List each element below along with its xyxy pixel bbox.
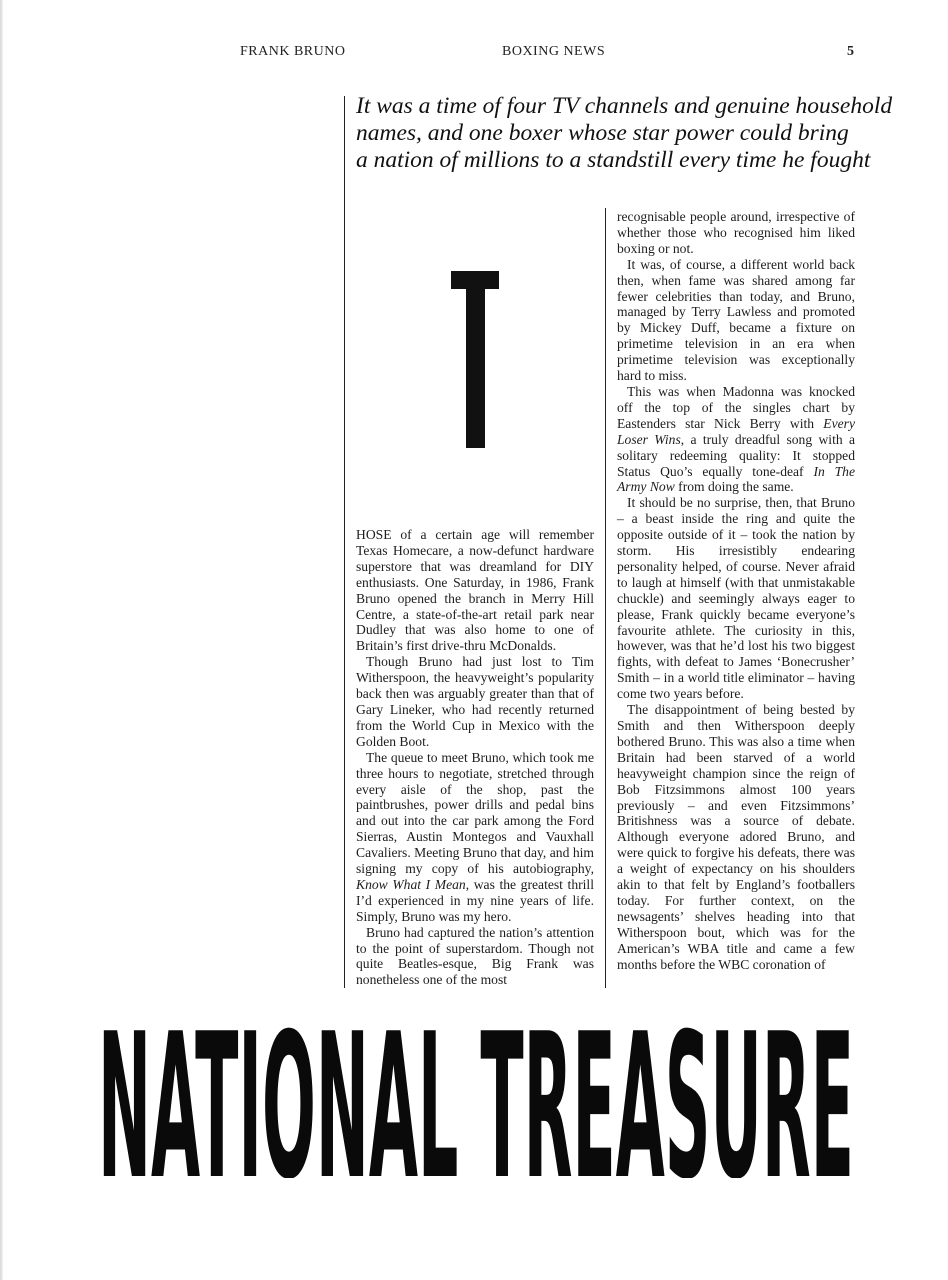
header-section-name: FRANK BRUNO [240, 44, 346, 59]
headline-graphic [98, 1020, 854, 1178]
article-paragraph: Though Bruno had just lost to Tim Witherspoon, the heavyweight’s popularity back then was arguably greater than that of Gary Lineker, who had recently returned from the World Cup in Mexico with the Golden Boot. [356, 654, 594, 749]
headline-text: NATIONAL TREASURE [98, 1020, 854, 1178]
song-title: Every Loser Wins [617, 415, 855, 447]
column-divider [605, 208, 606, 988]
vertical-rule-main [344, 96, 345, 988]
pull-quote-line: It was a time of four TV channels and genuine household [356, 93, 893, 119]
pull-quote-line: names, and one boxer whose star power could bring [356, 120, 849, 146]
page-number: 5 [847, 44, 855, 59]
running-header [0, 44, 948, 64]
article-paragraph: HOSE of a certain age will remember Texas Homecare, a now-defunct hardware superstore that was dreamland for DIY enthusiasts. One Saturday, in 1986, Frank Bruno opened the branch in Merry Hill Centre, a state-of-the-art retail park near Dudley that was also home to one of Britain’s first drive-thru McDonalds. [356, 527, 594, 654]
article-paragraph: It should be no surprise, then, that Bruno – a beast inside the ring and quite the opposite outside of it – took the nation by storm. His irresistibly endearing personality helped, of course. Never afraid to laugh at himself (with that unmistakable chuckle) and seemingly always eager to please, Frank quickly became everyone’s favourite athlete. The curiosity in this, however, was that he’d lost his two biggest fights, with defeat to James ‘Bonecrusher’ Smith – in a world title eliminator – having come two years before. [617, 495, 855, 702]
text-run: The queue to meet Bruno, which took me three hours to negotiate, stretched through every aisle of the shop, past the paintbrushes, power drills and pedal bins and out into the car park among the Ford Sierras, Austin Montegos and Vauxhall Cavaliers. Meeting Bruno that day, and him signing my copy of his autobiography, [356, 749, 594, 877]
song-title: In The Army Now [617, 463, 855, 495]
article-paragraph: recognisable people around, irrespective of whether those who recognised him liked boxing or not. [617, 209, 855, 256]
text-run: from doing the same. [674, 479, 794, 495]
article-paragraph: Bruno had captured the nation’s attention to the point of superstardom. Though not quite Beatles-esque, Big Frank was nonetheless one of the most [356, 924, 594, 988]
book-title: Know What I Mean [356, 876, 466, 892]
text-run: This was when Madonna was knocked off the top of the singles chart by Eastenders star Nick Berry with [617, 383, 855, 431]
headline [98, 1020, 854, 1178]
article-column-left [356, 527, 594, 988]
drop-cap [451, 271, 499, 448]
drop-cap-stem [466, 271, 485, 448]
article-paragraph [356, 750, 594, 925]
article-column-right [617, 209, 855, 973]
text-run: , a truly dreadful song with a solitary redeeming quality: It stopped Status Quo’s equally tone-deaf [617, 431, 856, 479]
pull-quote-line: a nation of millions to a standstill every time he fought [356, 147, 871, 173]
article-paragraph: The disappointment of being bested by Smith and then Witherspoon deeply bothered Bruno. This was also a time when Britain had been starved of a world heavyweight champion since the reign of Bob Fitzsimmons almost 100 years previously – and even Fitzsimmons’ Britishness was a source of debate. Although everyone adored Bruno, and were quick to forgive his defeats, there was a weight of expectancy on his shoulders akin to that felt by England’s footballers today. For further context, on the newsagents’ shelves heading into that Witherspoon bout, which was for the American’s WBA title and came a few months before the WBC coronation of [617, 702, 855, 972]
article-paragraph [617, 384, 855, 495]
pull-quote [356, 93, 893, 174]
article-paragraph: It was, of course, a different world back then, when fame was shared among far fewer celebrities than today, and Bruno, managed by Terry Lawless and promoted by Mickey Duff, became a fixture on primetime television in an era when primetime television was exceptionally hard to miss. [617, 256, 855, 384]
text-run: , was the greatest thrill I’d experienced in my nine years of life. Simply, Bruno was my hero. [356, 876, 594, 924]
page-edge [0, 0, 3, 1280]
header-publication: BOXING NEWS [502, 44, 606, 59]
